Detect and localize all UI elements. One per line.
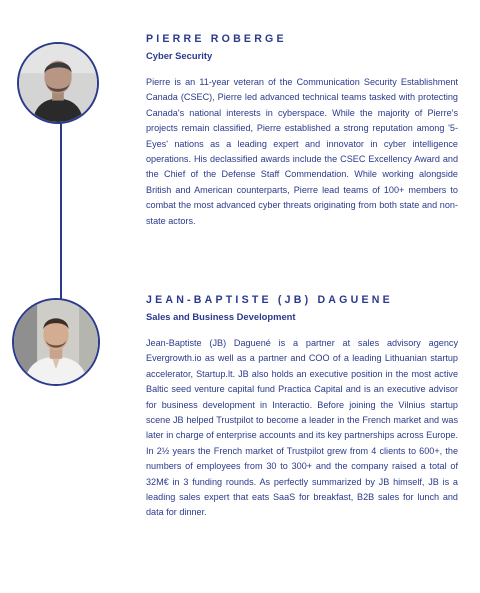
profile-name: PIERRE ROBERGE <box>146 33 287 45</box>
avatar-pierre-roberge <box>17 42 99 124</box>
profile-role: Sales and Business Development <box>146 311 296 322</box>
profile-role: Cyber Security <box>146 50 213 61</box>
timeline-connector <box>60 120 62 300</box>
profile-bio: Jean-Baptiste (JB) Daguené is a partner at sales advisory agency Evergrowth.io as well as a partner and COO of a leading Lithuanian startup accelerator, Startup.lt. JB also holds an executive position in the most active Baltic seed venture capital fund Practica Capital and is an executive advisor for business development in Interactio. Before joining the Vilnius startup scene JB helped Trustpilot to become a leader in the French market and was later in charge of enterprise accounts and its key partnerships across Europe. In 2½ years the French market of Trustpilot grew from 4 clients to 600+, the numbers of employees from 30 to 300+ and the company raised a total of 32M€ in 3 funding rounds. As perfectly summarized by JB himself, JB is a leading sales expert that eats SaaS for breakfast, B2B sales for lunch and data for dinner. <box>146 338 458 518</box>
profile-pierre-roberge <box>146 33 458 229</box>
profile-bio: Pierre is an 11-year veteran of the Communication Security Establishment Canada (CSEC), Pierre led advanced technical teams tasked with protecting Canada's national interests in cyberspace. While the majority of Pierre's projects remain classified, Pierre established a strong reputation among '5-Eyes' nations as a leading expert and innovator in cyber intelligence operations. His declassified awards include the CSEC Excellency Award and the Chief of the Defense Staff Commendation. While working alongside British and American counterparts, Pierre lead teams of 100+ members to combat the most advanced cyber threats originating from both state and non-state actors. <box>146 77 458 226</box>
avatar-jean-baptiste-daguene <box>12 298 100 386</box>
profile-name: JEAN-BAPTISTE (JB) DAGUENE <box>146 294 393 306</box>
profile-jean-baptiste-daguene <box>146 294 458 521</box>
portrait-photo-icon <box>19 44 97 122</box>
portrait-photo-icon <box>14 300 98 384</box>
